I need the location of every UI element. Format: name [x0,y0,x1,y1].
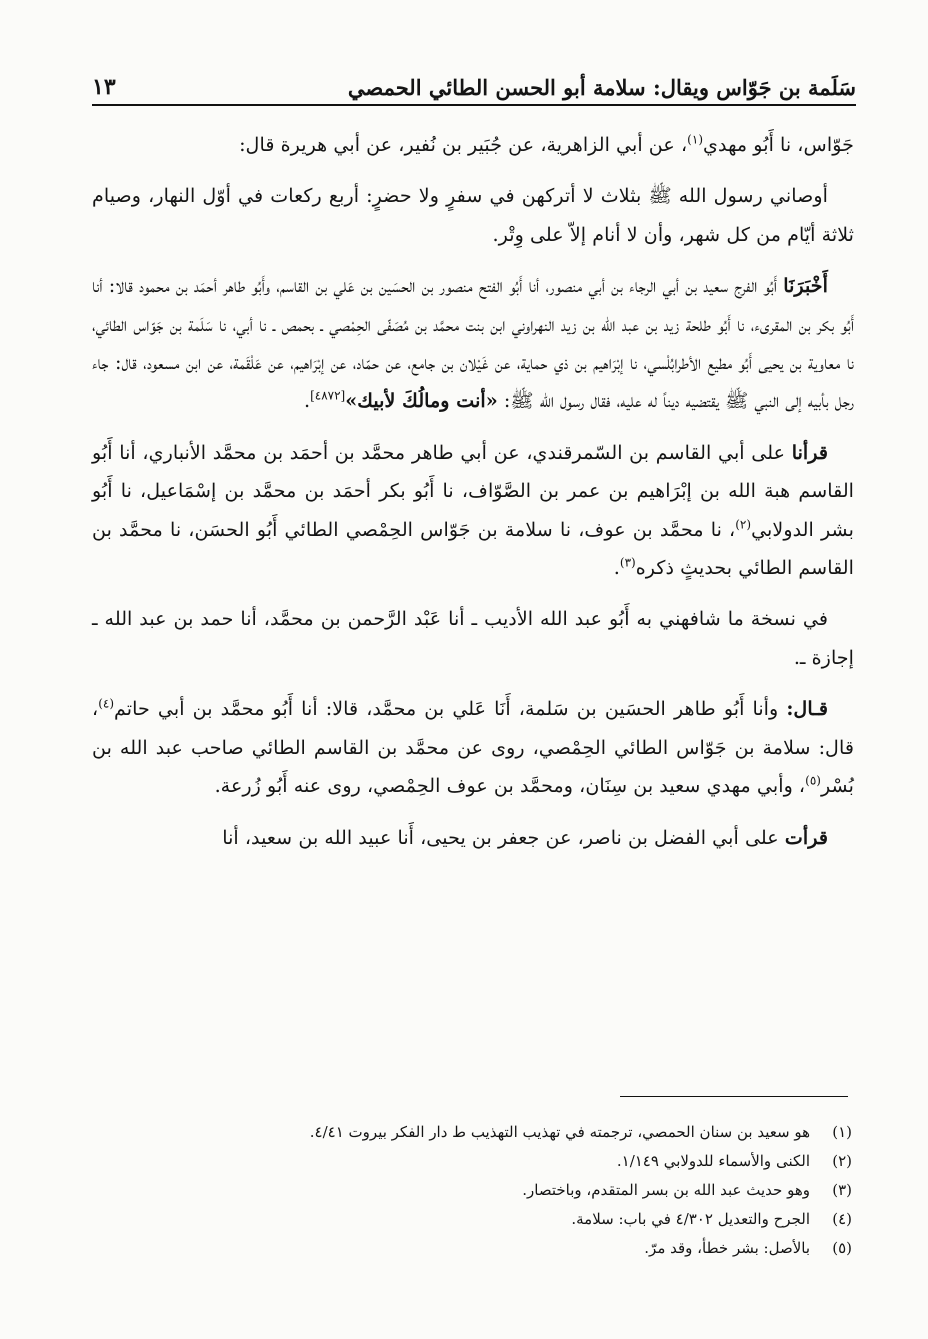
paragraph-text: . [303,389,311,413]
footnote-number: (١) [832,1123,852,1141]
paragraph-text: أَبُو الفرج سعيد بن أبي الرجاء بن أبي منصور، أنا أَبُو الفتح منصور بن الحسَين بن عَلي بن القاسم، وأَبُو طاهر أحمَد بن محمود قالا: أنا أَبُو بكر بن المقرىء، نا أَبُو طلحة زيد بن عبد الله بن زيد النهراوني ابن بنت محمَّد بن مُصَفّى الحِمْصي ـ بحمص ـ نا أبي، نا سَلَمة بن جَوّاس الطائي، نا معاوية بن يحيى أَبُو مطيع الأطرابُلْسي، نا إبْرَاهيم بن ذي حماية، عن غَيْلان بن جامع، عن حمّاد، عن إبْرَاهيم، عن عَلْقَمة، عن ابن مسعود، قال: جاء رجل بأبيه إلى النبي ﷺ يقتضيه ديناً له عليه، فقال رسول الله ﷺ: [92,274,854,413]
footnote-text: هو سعيد بن سنان الحمصي، ترجمته في تهذيب التهذيب ط دار الفكر بيروت ٤/٤١. [309,1123,810,1141]
paragraph-text: ، نا محمَّد بن عوف، نا سلامة بن جَوّاس الحِمْصي الطائي أَبُو الحسَن، نا محمَّد بن القاسم الطائي بحديثٍ ذكره [92,517,854,580]
footnote-text: وهو حديث عبد الله بن بسر المتقدم، وباختصار. [522,1181,810,1199]
footnote-number: (٤) [832,1210,852,1228]
footnote [92,1205,852,1234]
running-title: سَلَمة بن جَوّاس ويقال: سلامة أبو الحسن الطائي الحمصي [347,75,856,100]
paragraph-text: على أبي القاسم بن السّمرقندي، عن أبي طاهر محمَّد بن أحمَد بن محمَّد الأنباري، أنا أَبُو القاسم هبة الله بن إبْرَاهيم بن عمر بن الصَّوّاف، نا أَبُو بكر أحمَد بن محمَّد بن إسْمَاعيل، نا أَبُو بشر الدولابي [92,440,854,541]
footnote-text: الكنى والأسماء للدولابي ١/١٤٩. [616,1152,810,1170]
paragraph-text: في نسخة ما شافهني به أَبُو عبد الله الأديب ـ أنا عَبْد الرَّحمن بن محمَّد، أنا حمد بن عبد الله ـ إجازة ـ. [92,607,854,669]
main-text [92,126,854,870]
paragraph-text: على أبي الفضل بن ناصر، عن جعفر بن يحيى، أَنا عبيد الله بن سعيد، أنا [222,825,785,849]
paragraph-text: وأنا أَبُو طاهر الحسَين بن سَلمة، أَنَا عَلي بن محمَّد، قالا: أنا أَبُو محمَّد بن أبي حاتم [114,697,787,721]
paragraph [92,434,854,588]
footnote-marker: (٥) [805,773,821,788]
hadith-text: «أنت ومالُكَ لأبيك» [345,389,498,413]
paragraph-text: . [613,556,620,580]
footnote-marker: (٣) [619,555,636,570]
paragraph [92,267,854,421]
paragraph [92,126,854,164]
paragraph [92,690,854,805]
footnote-text: بالأصل: بشر خطأ، وقد مرّ. [644,1239,810,1257]
paragraph-lead-word: قرأنا [791,440,828,464]
footnote [92,1118,852,1147]
footnote [92,1176,852,1205]
paragraph-lead-word: أَخْبَرَنَا [783,274,828,298]
footnote-separator [620,1096,848,1097]
paragraph [92,600,854,677]
footnotes [92,1118,852,1263]
paragraph-text: ، قال: سلامة بن جَوّاس الطائي الحِمْصي، روى عن محمَّد بن القاسم الطائي صاحب عبد الله بن بُسْر [92,697,854,798]
paragraph-text: أوصاني رسول الله ﷺ بثلاث لا أتركهن في سفرٍ ولا حضرٍ: أربع ركعات في أوّل النهار، وصيام ثلاثة أيّام من كل شهر، وأن لا أنام إلاّ على وِتْر. [92,184,854,246]
footnote-text: الجرح والتعديل ٤/٣٠٢ في باب: سلامة. [571,1210,810,1228]
footnote-marker: (٤) [98,696,115,711]
paragraph-text: ، عن أبي الزاهرية، عن جُبَير بن نُفير، عن أبي هريرة قال: [239,133,688,156]
page-number: ١٣ [92,74,116,100]
page-header [92,60,856,106]
paragraph [92,819,854,857]
footnote-number: (٥) [832,1239,852,1257]
footnote-marker: [٤٨٧٢] [310,389,346,404]
footnote-marker: (١) [687,132,703,147]
footnote-number: (٣) [832,1181,852,1199]
paragraph-text: جَوّاس، نا أَبُو مهدي [703,133,854,156]
paragraph [92,177,854,254]
paragraph-lead-word: قرأت [784,825,828,849]
paragraph-lead-word: قـال: [786,697,828,721]
footnote-number: (٢) [832,1152,852,1170]
paragraph-text: ، وأبي مهدي سعيد بن سِنَان، ومحمَّد بن عوف الحِمْصي، روى عنه أَبُو زُرعة. [214,774,806,798]
footnote [92,1234,852,1263]
footnote-marker: (٢) [735,517,752,532]
footnote [92,1147,852,1176]
